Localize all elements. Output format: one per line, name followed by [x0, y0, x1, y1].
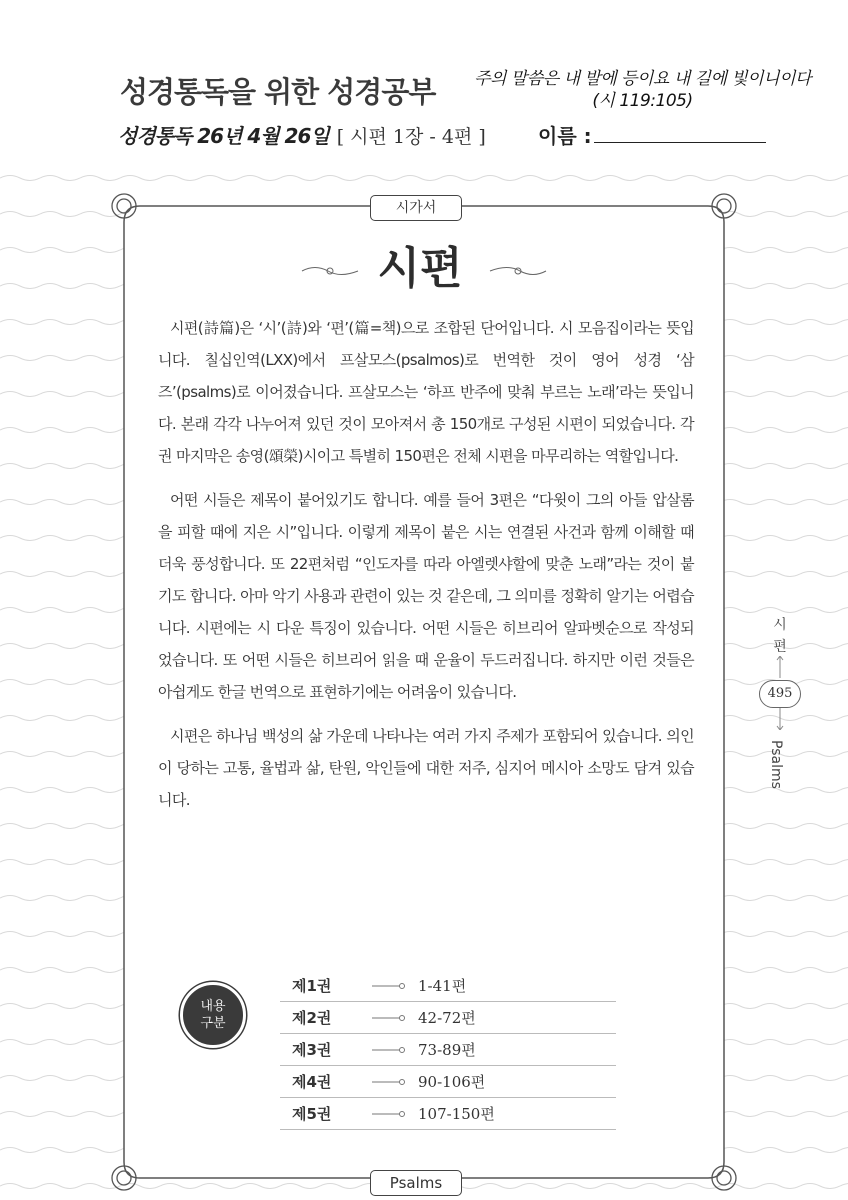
book-name: 제3권 — [292, 1041, 332, 1059]
verse-reference: (시 119:105) — [592, 91, 693, 111]
side-english-title: Psalms — [768, 740, 784, 789]
side-line-down-icon — [776, 708, 784, 730]
intro-text — [158, 312, 694, 828]
side-char-2: 편 — [773, 639, 787, 655]
side-char-1: 시 — [773, 617, 787, 633]
book-row — [280, 970, 616, 1002]
arrow-icon — [372, 981, 406, 991]
book-range: 90-106편 — [418, 1073, 486, 1091]
book-range: 73-89편 — [418, 1041, 476, 1059]
reading-date: 성경통독 26년 4월 26일 — [118, 124, 329, 148]
intro-paragraph-1: 시편(詩篇)은 ‘시’(詩)와 ‘편’(篇=책)으로 조합된 단어입니다. 시 모음집이라는 뜻입니다. 칠십인역(LXX)에서 프살모스(psalmos)로 번역한 것이 영어 성경 ‘삼즈’(psalms)로 이어졌습니다. 프살모스는 ‘하프 반주에 맞춰 부르는 노래’라는 뜻입니다. 본래 각각 나누어져 있던 것이 모아져서 총 150개로 구성된 시편이 되었습니다. 각 권 마지막은 송영(頌榮)시이고 특별히 150편은 전체 시편을 마무리하는 역할입니다. — [158, 319, 694, 465]
book-row — [280, 1066, 616, 1098]
book-range: 107-150편 — [418, 1105, 495, 1123]
reading-range: [ 시편 1장 - 4편 ] — [336, 126, 486, 148]
book-title: 시편 — [377, 243, 463, 294]
page-header-title: 성경통독을 위한 성경공부 — [120, 75, 436, 109]
intro-paragraph-3: 시편은 하나님 백성의 삶 가운데 나타나는 여러 가지 주제가 포함되어 있습니다. 의인이 당하는 고통, 율법과 삶, 탄원, 악인들에 대한 저주, 심지어 메시아 소망도 담겨 있습니다. — [158, 727, 694, 809]
page-number: 495 — [759, 680, 801, 708]
arrow-icon — [372, 1045, 406, 1055]
content-division-badge — [180, 982, 246, 1048]
book-division-list — [280, 970, 616, 1130]
footer-label: Psalms — [370, 1170, 462, 1196]
book-range: 42-72편 — [418, 1009, 476, 1027]
book-row — [280, 1034, 616, 1066]
arrow-icon — [372, 1109, 406, 1119]
intro-paragraph-2: 어떤 시들은 제목이 붙어있기도 합니다. 예를 들어 3편은 “다윗이 그의 아들 압살롬을 피할 때에 지은 시”입니다. 이렇게 제목이 붙은 시는 연결된 사건과 함께 이해할 때 더욱 풍성합니다. 또 22편처럼 “인도자를 따라 아엘렛샤할에 맞춘 노래”라는 것이 붙기도 합니다. 아마 악기 사용과 관련이 있는 것 같은데, 그 의미를 정확히 알기는 어렵습니다. 시편에는 시 다운 특징이 있습니다. 어떤 시들은 히브리어 알파벳순으로 작성되었습니다. 또 어떤 시들은 히브리어 읽을 때 운율이 두드러집니다. 하지만 이런 것들은 아쉽게도 한글 번역으로 표현하기에는 어려움이 있습니다. — [158, 491, 694, 701]
badge-line-1: 내용 — [200, 999, 226, 1014]
verse-text: 주의 말씀은 내 발에 등이요 내 길에 빛이니이다 — [474, 69, 811, 89]
side-line-up-icon — [776, 656, 784, 678]
badge-line-2: 구분 — [200, 1016, 226, 1031]
book-range: 1-41편 — [418, 977, 467, 995]
name-label: 이름 : — [538, 124, 592, 148]
book-name: 제1권 — [292, 977, 332, 995]
title-ornament-right-icon — [488, 262, 548, 280]
book-name: 제5권 — [292, 1105, 332, 1123]
arrow-icon — [372, 1013, 406, 1023]
book-row — [280, 1002, 616, 1034]
book-name: 제2권 — [292, 1009, 332, 1027]
category-label: 시가서 — [370, 195, 462, 221]
book-name: 제4권 — [292, 1073, 332, 1091]
arrow-icon — [372, 1077, 406, 1087]
book-row — [280, 1098, 616, 1130]
